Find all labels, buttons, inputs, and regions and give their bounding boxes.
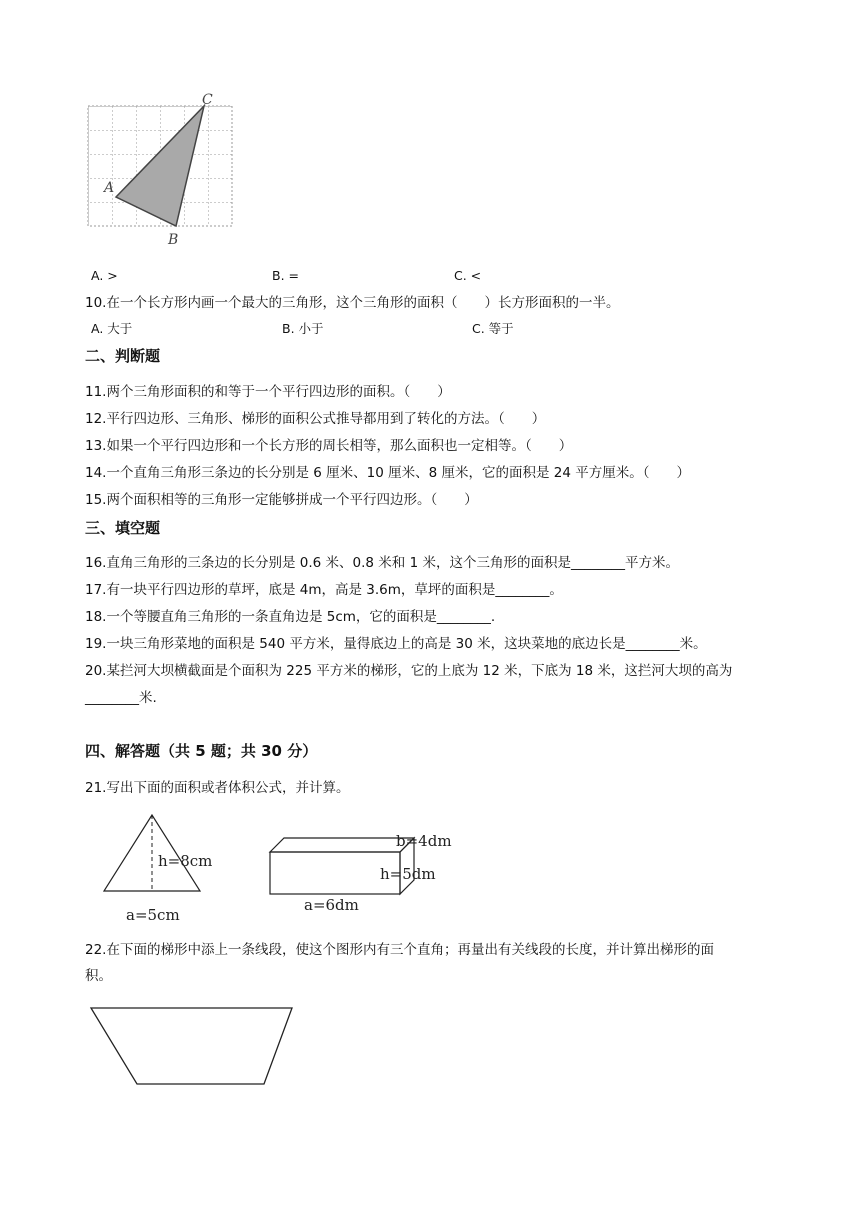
question-13: 13.如果一个平行四边形和一个长方形的周长相等，那么面积也一定相等。（ ）: [85, 438, 573, 454]
triangle-base-label: a=5cm: [126, 906, 180, 924]
vertex-label-c: C: [202, 92, 213, 108]
q21-triangle-figure: [96, 810, 236, 928]
q10-option-a[interactable]: A. 大于: [91, 321, 133, 336]
q10-option-c[interactable]: C. 等于: [472, 321, 514, 336]
cuboid-length-label: a=6dm: [304, 896, 359, 914]
question-18: 18.一个等腰直角三角形的一条直角边是 5cm，它的面积是________.: [85, 609, 496, 625]
q22-trapezoid-figure: [86, 1004, 298, 1088]
question-22-continued: 积。: [85, 968, 112, 984]
question-22: 22.在下面的梯形中添上一条线段，使这个图形内有三个直角；再量出有关线段的长度，并计算出梯形的面: [85, 942, 714, 958]
question-21: 21.写出下面的面积或者体积公式，并计算。: [85, 780, 350, 796]
question-20: 20.某拦河大坝横截面是个面积为 225 平方米的梯形，它的上底为 12 米，下底为 18 米，这拦河大坝的高为: [85, 663, 733, 679]
vertex-label-a: A: [104, 180, 115, 196]
vertex-label-b: B: [168, 232, 179, 248]
cuboid-height-label: h=5dm: [380, 865, 436, 883]
question-16: 16.直角三角形的三条边的长分别是 0.6 米、0.8 米和 1 米，这个三角形的面积是________平方米。: [85, 555, 679, 571]
q9-option-c[interactable]: C. <: [454, 268, 482, 283]
q10-option-b[interactable]: B. 小于: [282, 321, 324, 336]
question-10: 10.在一个长方形内画一个最大的三角形，这个三角形的面积（ ）长方形面积的一半。: [85, 295, 620, 311]
triangle-height-label: h=8cm: [158, 852, 213, 870]
question-20-continued: ________米.: [85, 690, 157, 706]
section-4-heading: 四、解答题（共 5 题；共 30 分）: [85, 742, 318, 760]
grid-triangle-figure: [84, 92, 244, 252]
question-17: 17.有一块平行四边形的草坪，底是 4m，高是 3.6m，草坪的面积是________。: [85, 582, 563, 598]
question-19: 19.一块三角形菜地的面积是 540 平方米，量得底边上的高是 30 米，这块菜地的底边长是________米。: [85, 636, 707, 652]
question-12: 12.平行四边形、三角形、梯形的面积公式推导都用到了转化的方法。（ ）: [85, 411, 546, 427]
q9-option-a[interactable]: A. >: [91, 268, 118, 283]
question-15: 15.两个面积相等的三角形一定能够拼成一个平行四边形。（ ）: [85, 492, 478, 508]
question-14: 14.一个直角三角形三条边的长分别是 6 厘米、10 厘米、8 厘米，它的面积是 24 平方厘米。（ ）: [85, 465, 691, 481]
section-2-heading: 二、判断题: [85, 347, 161, 365]
cuboid-width-label: b=4dm: [396, 832, 452, 850]
q21-cuboid-figure: [262, 826, 462, 918]
question-11: 11.两个三角形面积的和等于一个平行四边形的面积。（ ）: [85, 384, 451, 400]
section-3-heading: 三、填空题: [85, 519, 161, 537]
q9-option-b[interactable]: B. =: [272, 268, 299, 283]
